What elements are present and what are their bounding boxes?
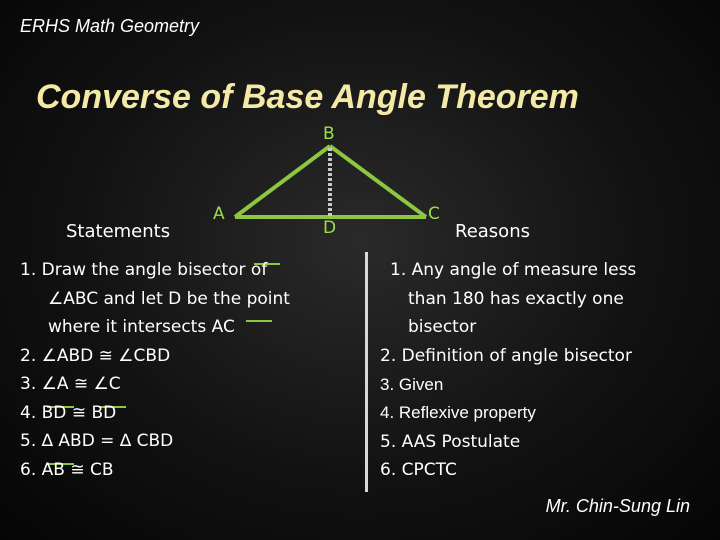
- statement-6-number: 6.: [20, 460, 37, 480]
- statement-1-line-2: ∠ABC and let D be the point: [48, 289, 290, 309]
- reason-4: 4. Reflexive property: [380, 403, 536, 422]
- statement-1-line-3-text: where it intersects: [48, 317, 207, 337]
- reason-6: 6. CPCTC: [380, 460, 457, 480]
- vertex-a-label: A: [213, 204, 225, 224]
- statement-5: 5. ∆ ABD = ∆ CBD: [20, 431, 174, 451]
- reason-3: 3. Given: [380, 375, 444, 394]
- reason-1-line-1: 1. Any angle of measure less: [390, 260, 637, 280]
- statement-6: [20, 456, 114, 485]
- statement-4-number: 4.: [20, 403, 37, 423]
- reason-5: 5. AAS Postulate: [380, 432, 521, 452]
- congruent-symbol: ≅: [71, 403, 87, 423]
- segment-bd-1: BD: [41, 403, 67, 423]
- segment-ab: AB: [41, 460, 65, 480]
- column-divider: [365, 252, 368, 492]
- statement-1-line-3: [48, 313, 235, 342]
- statement-2: 2. ∠ABD ≅ ∠CBD: [20, 346, 171, 366]
- statement-6-rest: ≅ CB: [70, 460, 114, 480]
- vertex-c-label: C: [428, 204, 440, 224]
- page-title: Converse of Base Angle Theorem: [36, 78, 579, 116]
- segment-bd-2: BD: [91, 403, 117, 423]
- side-ab: [235, 146, 330, 217]
- statements-heading: Statements: [66, 221, 171, 242]
- course-header: ERHS Math Geometry: [20, 16, 200, 36]
- statement-1-line-1: 1. Draw the angle bisector of: [20, 260, 268, 280]
- segment-ac: AC: [211, 317, 235, 337]
- vertex-b-label: B: [323, 124, 335, 144]
- statement-3: 3. ∠A ≅ ∠C: [20, 374, 121, 394]
- point-d-label: D: [323, 218, 337, 238]
- statement-4: [20, 399, 116, 428]
- reason-1-line-2: than 180 has exactly one: [408, 289, 624, 309]
- author-credit: Mr. Chin-Sung Lin: [545, 496, 690, 516]
- reason-2: 2. Definition of angle bisector: [380, 346, 632, 366]
- reasons-heading: Reasons: [455, 221, 530, 242]
- side-bc: [330, 146, 426, 217]
- reason-1-line-3: bisector: [408, 317, 477, 337]
